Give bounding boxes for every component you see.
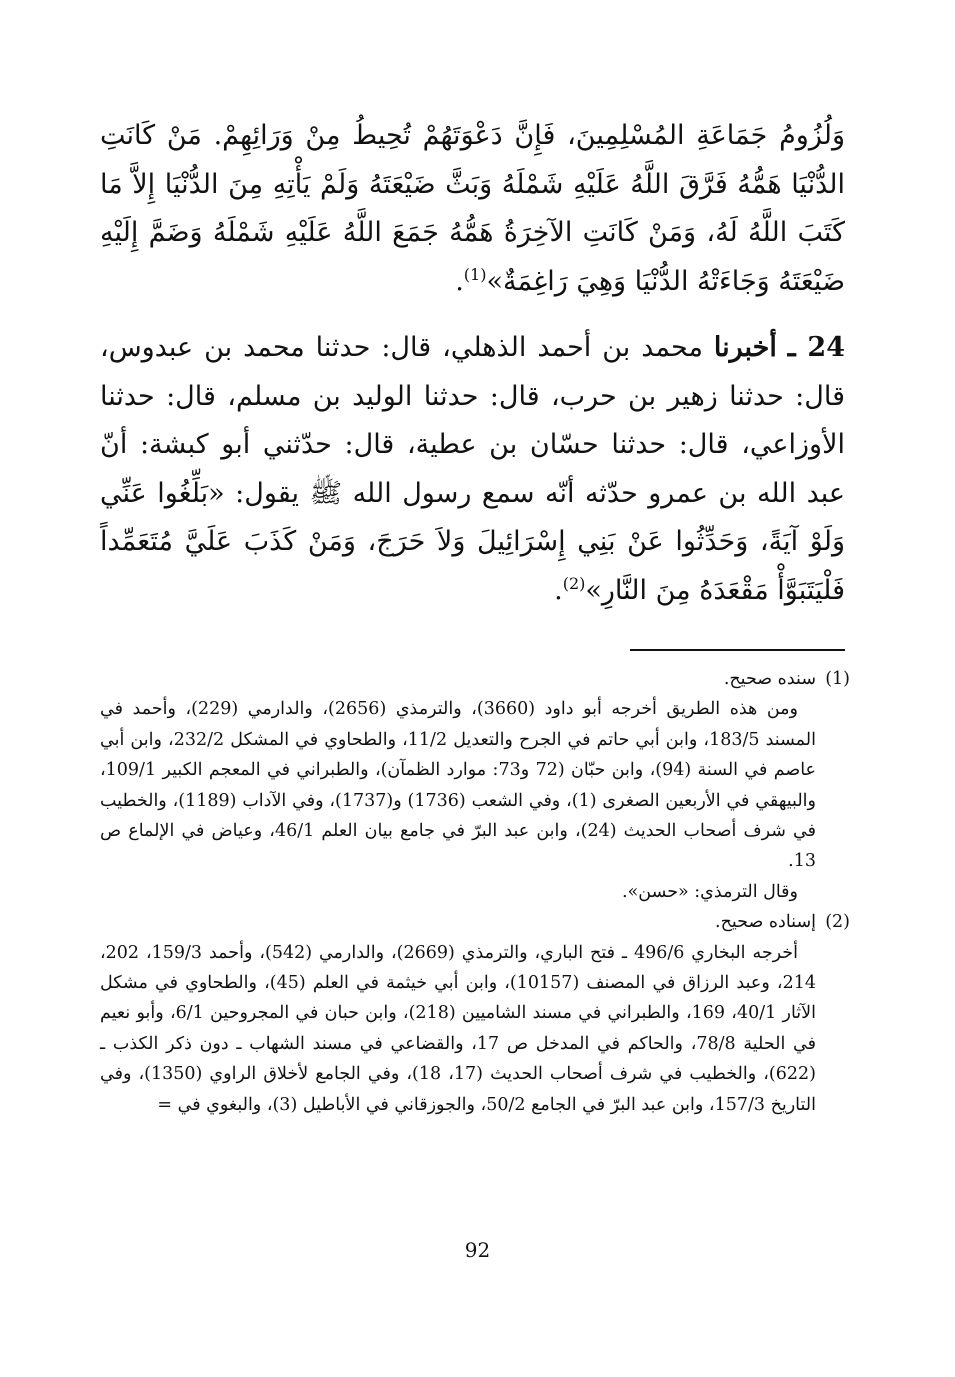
sentence-end: . bbox=[554, 574, 563, 606]
footnote-2-heading bbox=[100, 907, 850, 937]
hadith-text: محمد بن أحمد الذهلي، قال: حدثنا محمد بن عبدوس، قال: حدثنا زهير بن حرب، قال: حدثنا الوليد بن مسلم، قال: حدثنا الأوزاعي، قال: حدثنا حسّان بن عطية، قال: حدّثني أبو كبشة: أنّ عبد الله بن عمرو حدّثه أنّه سمع رسول الله ﷺ يقول: «بَلِّغُوا عَنِّي وَلَوْ آيَةً، وَحَدِّثُوا عَنْ بَنِي إِسْرَائِيلَ وَلاَ حَرَجَ، وَمَنْ كَذَبَ عَلَيَّ مُتَعَمِّداً فَلْيَتَبَوَّأْ مَقْعَدَهُ مِنَ النَّارِ» bbox=[100, 332, 845, 606]
footnote-1-number: (1) bbox=[825, 669, 850, 689]
footnote-reference-1[interactable]: (1) bbox=[463, 264, 487, 284]
footnote-1-verdict: سنده صحيح. bbox=[723, 669, 816, 689]
footnote-1-note: وقال الترمذي: «حسن». bbox=[622, 881, 798, 902]
main-text-block bbox=[100, 112, 845, 615]
footnote-2-number: (2) bbox=[825, 912, 850, 933]
chain-opening-word: أخبرنا bbox=[713, 332, 777, 363]
footnotes-section bbox=[100, 664, 850, 1120]
sentence-end: . bbox=[455, 265, 464, 297]
hadith-24-paragraph bbox=[100, 324, 845, 615]
hadith-text: وَلُزُومُ جَمَاعَةِ المُسْلِمِينَ، فَإِنَّ دَعْوَتَهُمْ تُحِيطُ مِنْ وَرَائِهِمْ. مَنْ كَانَتِ الدُّنْيَا هَمُّهُ فَرَّقَ اللَّهُ عَلَيْهِ شَمْلَهُ وَبَثَّ ضَيْعَتَهُ وَلَمْ يَأْتِهِ مِنَ الدُّنْيَا إِلاَّ مَا كَتَبَ اللَّهُ لَهُ، وَمَنْ كَانَتِ الآخِرَةُ هَمُّهُ جَمَعَ اللَّهُ عَلَيْهِ شَمْلَهُ وَضَمَّ إِلَيْهِ ضَيْعَتَهُ وَجَاءَتْهُ الدُّنْيَا وَهِيَ رَاغِمَةٌ» bbox=[100, 120, 845, 297]
footnote-1-body: ومن هذه الطريق أخرجه أبو داود (3660)، والترمذي (2656)، والدارمي (229)، وأحمد في المسند 183/5، وابن أبي حاتم في الجرح والتعديل 11/2، والطحاوي في المشكل 232/2، وابن أبي عاصم في السنة (94)، وابن حبّان (72 و73: موارد الظمآن)، والطبراني في المعجم الكبير 109/1، والبيهقي في الأربعين الصغرى (1)، وفي الشعب (1736) و(1737)، وفي الآداب (1189)، والخطيب في شرف أصحاب الحديث (24)، وابن عبد البرّ في جامع بيان العلم 46/1، وعياض في الإلماع ص 13. bbox=[100, 699, 816, 872]
footnote-2-body: أخرجه البخاري 496/6 ـ فتح الباري، والترمذي (2669)، والدارمي (542)، وأحمد 159/3، 202، 214، وعبد الرزاق في المصنف (10157)، وابن أبي خيثمة في العلم (45)، والطحاوي في مشكل الآثار 40/1، 169، والطبراني في مسند الشاميين (218)، وابن حبان في المجروحين 6/1، وأبو نعيم في الحلية 78/8، والحاكم في المدخل ص 17، والقضاعي في مسند الشهاب ـ دون ذكر الكذب ـ (622)، والخطيب في شرف أصحاب الحديث (17، 18)، وفي الجامع لأخلاق الراوي (1350)، وفي التاريخ 157/3، وابن عبد البرّ في الجامع 50/2، والجوزقاني في الأباطيل (3)، والبغوي في = bbox=[100, 942, 816, 1115]
footnote-2-verdict: إسناده صحيح. bbox=[715, 912, 816, 933]
hadith-number: 24 ـ bbox=[787, 332, 845, 363]
hadith-23-ending-paragraph bbox=[100, 112, 845, 306]
footnote-reference-2[interactable]: (2) bbox=[562, 573, 586, 593]
footnote-divider bbox=[630, 649, 845, 651]
footnote-1-heading bbox=[100, 664, 850, 694]
page-number: 92 bbox=[464, 1238, 491, 1262]
